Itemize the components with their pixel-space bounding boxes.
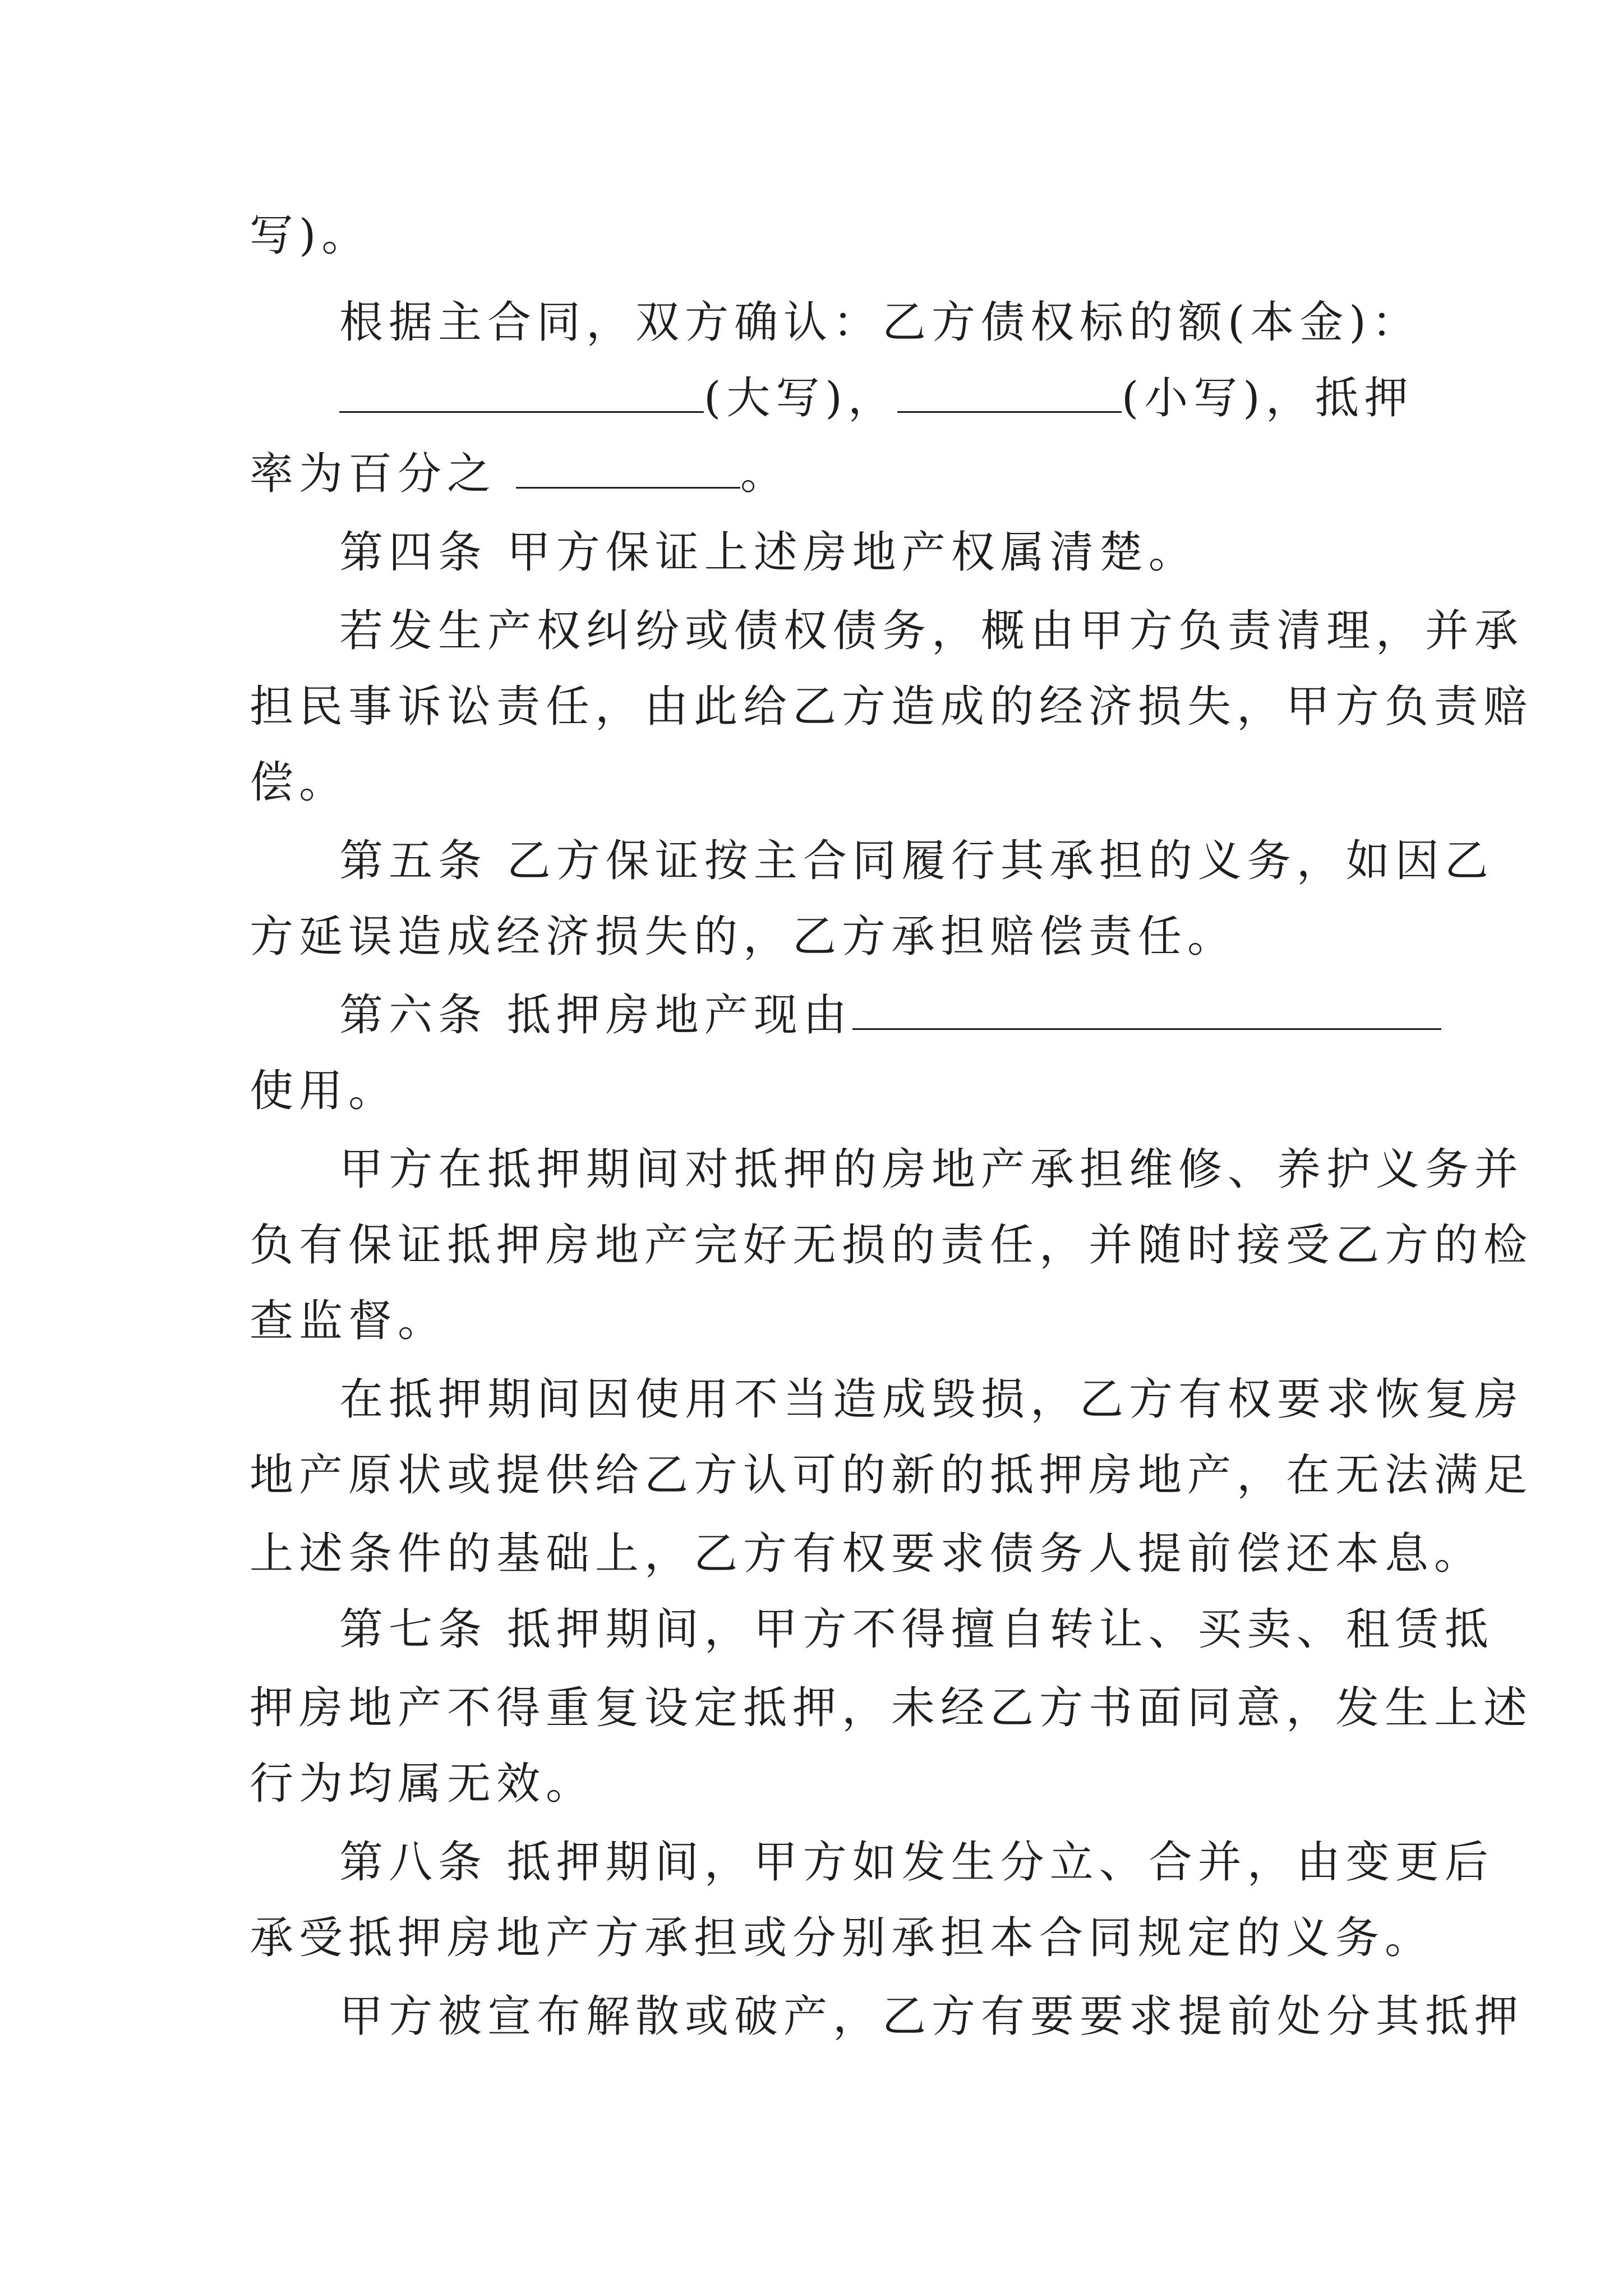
text-line: 押房地产不得重复设定抵押，未经乙方书面同意，发生上述 [250, 1683, 1533, 1733]
label-text: (大写)， [704, 373, 897, 424]
text-line: 查监督。 [250, 1296, 448, 1346]
text-line: 担民事诉讼责任，由此给乙方造成的经济损失，甲方负责赔 [250, 682, 1533, 732]
text-line: 在抵押期间因使用不当造成毁损，乙方有权要求恢复房 [339, 1374, 1524, 1425]
blank-field [897, 372, 1122, 413]
text-line: 第四条 甲方保证上述房地产权属清楚。 [339, 527, 1198, 578]
text-line-with-blank [339, 984, 1378, 1046]
text-line: 负有保证抵押房地产完好无损的责任，并随时接受乙方的检 [250, 1220, 1533, 1271]
text-line: 根据主合同，双方确认：乙方债权标的额(本金)： [339, 297, 1421, 348]
label-text: 。 [740, 449, 790, 499]
text-line: 偿。 [250, 757, 349, 808]
text-line: 第五条 乙方保证按主合同履行其承担的义务，如因乙 [339, 836, 1494, 886]
blank-field [852, 989, 1441, 1030]
text-line: 甲方被宣布解散或破产，乙方有要要求提前处分其抵押 [339, 1991, 1524, 2042]
blank-field [339, 372, 704, 413]
text-line: 行为均属无效。 [250, 1759, 596, 1809]
blank-field [516, 448, 740, 489]
text-line: 若发生产权纠纷或债权债务，概由甲方负责清理，并承 [339, 606, 1524, 656]
text-line: 上述条件的基础上，乙方有权要求债务人提前偿还本息。 [250, 1529, 1484, 1579]
text-line: 第八条 抵押期间，甲方如发生分立、合并，由变更后 [339, 1837, 1494, 1888]
label-text: 第六条 抵押房地产现由 [339, 990, 852, 1041]
text-line: 写)。 [250, 210, 371, 261]
text-line: 甲方在抵押期间对抵押的房地产承担维修、养护义务并 [339, 1144, 1524, 1195]
label-text: (小写)，抵押 [1121, 373, 1414, 424]
text-line: 第七条 抵押期间，甲方不得擅自转让、买卖、租赁抵 [339, 1604, 1494, 1655]
text-line: 承受抵押房地产方承担或分别承担本合同规定的义务。 [250, 1913, 1435, 1963]
label-text: 率为百分之 [250, 449, 497, 499]
text-line-with-blank [250, 443, 1378, 505]
text-line-with-blanks [339, 367, 1414, 429]
text-line: 地产原状或提供给乙方认可的新的抵押房地产，在无法满足 [250, 1450, 1533, 1501]
text-line: 方延误造成经济损失的，乙方承担赔偿责任。 [250, 912, 1237, 962]
text-line: 使用。 [250, 1066, 398, 1116]
